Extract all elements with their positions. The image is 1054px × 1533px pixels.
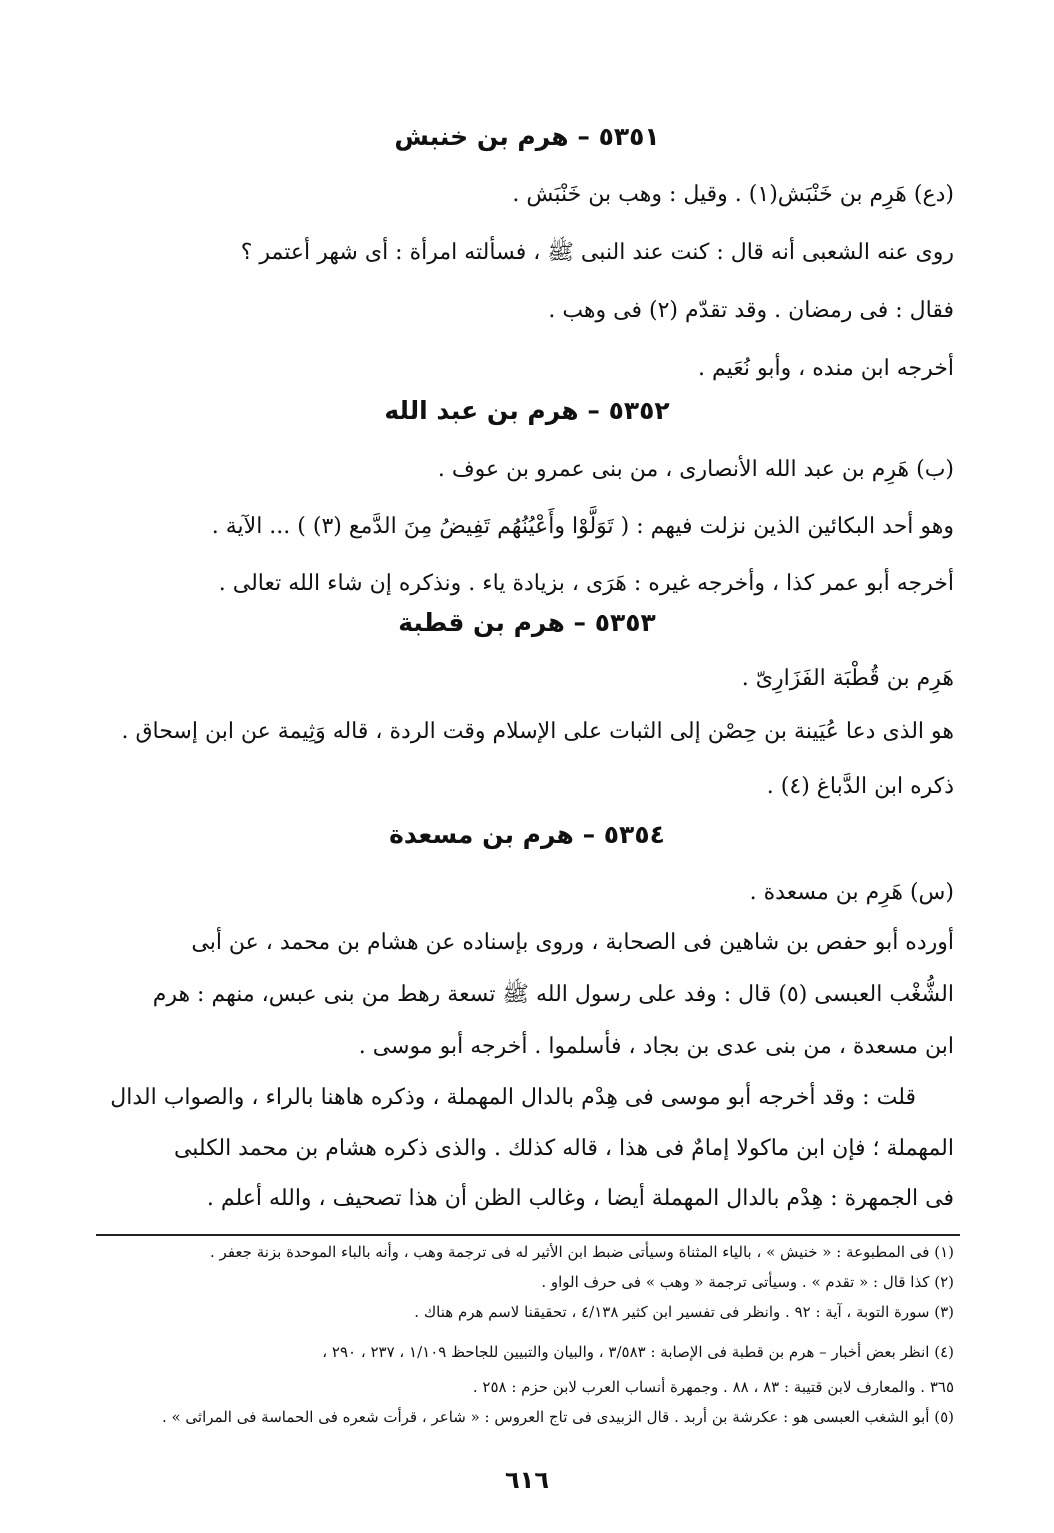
- text-line: فى الجمهرة : هِدْم بالدال المهملة أيضا ، وغالب الظن أن هذا تصحيف ، والله أعلم .: [206, 1186, 954, 1211]
- text-line: قلت : وقد أخرجه أبو موسى فى هِدْم بالدال المهملة ، وذكره هاهنا بالراء ، والصواب الدال: [110, 1085, 916, 1110]
- entry-heading: ٥٣٥٣ – هرم بن قطبة: [398, 608, 656, 637]
- footnote: (٥) أبو الشغب العبسى هو : عكرشة بن أربد . قال الزبيدى فى تاج العروس : « شاعر ، قرأت شعره فى الحماسة فى المراثى » .: [161, 1408, 954, 1426]
- footnote: ٣٦٥ . والمعارف لابن قتيبة : ٨٣ ، ٨٨ . وجمهرة أنساب العرب لابن حزم : ٢٥٨ .: [472, 1378, 954, 1396]
- footnote-divider: [96, 1234, 960, 1236]
- text-line: هَرِم بن قُطْبَة الفَزَارِىّ .: [741, 666, 954, 691]
- footnote: (١) فى المطبوعة : « خنيش » ، بالياء المثناة وسيأتى ضبط ابن الأثير له فى ترجمة وهب ، وأنه بالباء الموحدة بزنة جعفر .: [210, 1243, 954, 1261]
- text-line: أخرجه أبو عمر كذا ، وأخرجه غيره : هَرَى ، بزيادة ياء . ونذكره إن شاء الله تعالى .: [218, 571, 954, 596]
- text-line: أخرجه ابن منده ، وأبو نُعَيم .: [697, 356, 954, 381]
- footnote: (٤) انظر بعض أخبار – هرم بن قطبة فى الإصابة : ٣/٥٨٣ ، والبيان والتبيين للجاحظ ١/١٠٩ ، ٢٣٧ ، ٢٩٠ ،: [322, 1343, 954, 1361]
- text-line: أورده أبو حفص بن شاهين فى الصحابة ، وروى بإسناده عن هشام بن محمد ، عن أبى: [191, 930, 954, 955]
- text-line: (ب) هَرِم بن عبد الله الأنصارى ، من بنى عمرو بن عوف .: [437, 457, 954, 482]
- text-line: فقال : فى رمضان . وقد تقدّم (٢) فى وهب .: [548, 298, 954, 323]
- entry-heading: ٥٣٥٢ – هرم بن عبد الله: [384, 396, 670, 425]
- text-line: هو الذى دعا عُيَينة بن حِصْن إلى الثبات على الإسلام وقت الردة ، قاله وَثِيمة عن ابن إسحاق .: [121, 719, 954, 744]
- text-line: (دع) هَرِم بن خَنْبَش(١) . وقيل : وهب بن خَنْبَش .: [512, 182, 954, 207]
- entry-heading: ٥٣٥٤ – هرم بن مسعدة: [389, 820, 665, 849]
- text-line: روى عنه الشعبى أنه قال : كنت عند النبى ﷺ ، فسألته امرأة : أى شهر أعتمر ؟: [240, 240, 954, 265]
- text-line: ذكره ابن الدَّباغ (٤) .: [766, 774, 954, 799]
- text-line: المهملة ؛ فإن ابن ماكولا إمامٌ فى هذا ، قاله كذلك . والذى ذكره هشام بن محمد الكلبى: [173, 1136, 954, 1161]
- footnote: (٢) كذا قال : « تقدم » . وسيأتى ترجمة « وهب » فى حرف الواو .: [541, 1273, 954, 1291]
- text-line: الشُّغْب العبسى (٥) قال : وفد على رسول الله ﷺ تسعة رهط من بنى عبس، منهم : هرم: [152, 982, 954, 1007]
- text-line: وهو أحد البكائين الذين نزلت فيهم : ( تَوَلَّوْا وأَعْيُنُهُم تَفِيضُ مِنَ الدَّمع (٣) ) ... الآية .: [211, 514, 954, 539]
- text-line: ابن مسعدة ، من بنى عدى بن بجاد ، فأسلموا . أخرجه أبو موسى .: [358, 1034, 954, 1059]
- page-number: ٦١٦: [505, 1466, 549, 1494]
- footnote: (٣) سورة التوبة ، آية : ٩٢ . وانظر فى تفسير ابن كثير ٤/١٣٨ ، تحقيقنا لاسم هرم هناك .: [414, 1303, 954, 1321]
- entry-heading: ٥٣٥١ – هرم بن خنبش: [394, 122, 660, 151]
- text-line: (س) هَرِم بن مسعدة .: [749, 880, 954, 905]
